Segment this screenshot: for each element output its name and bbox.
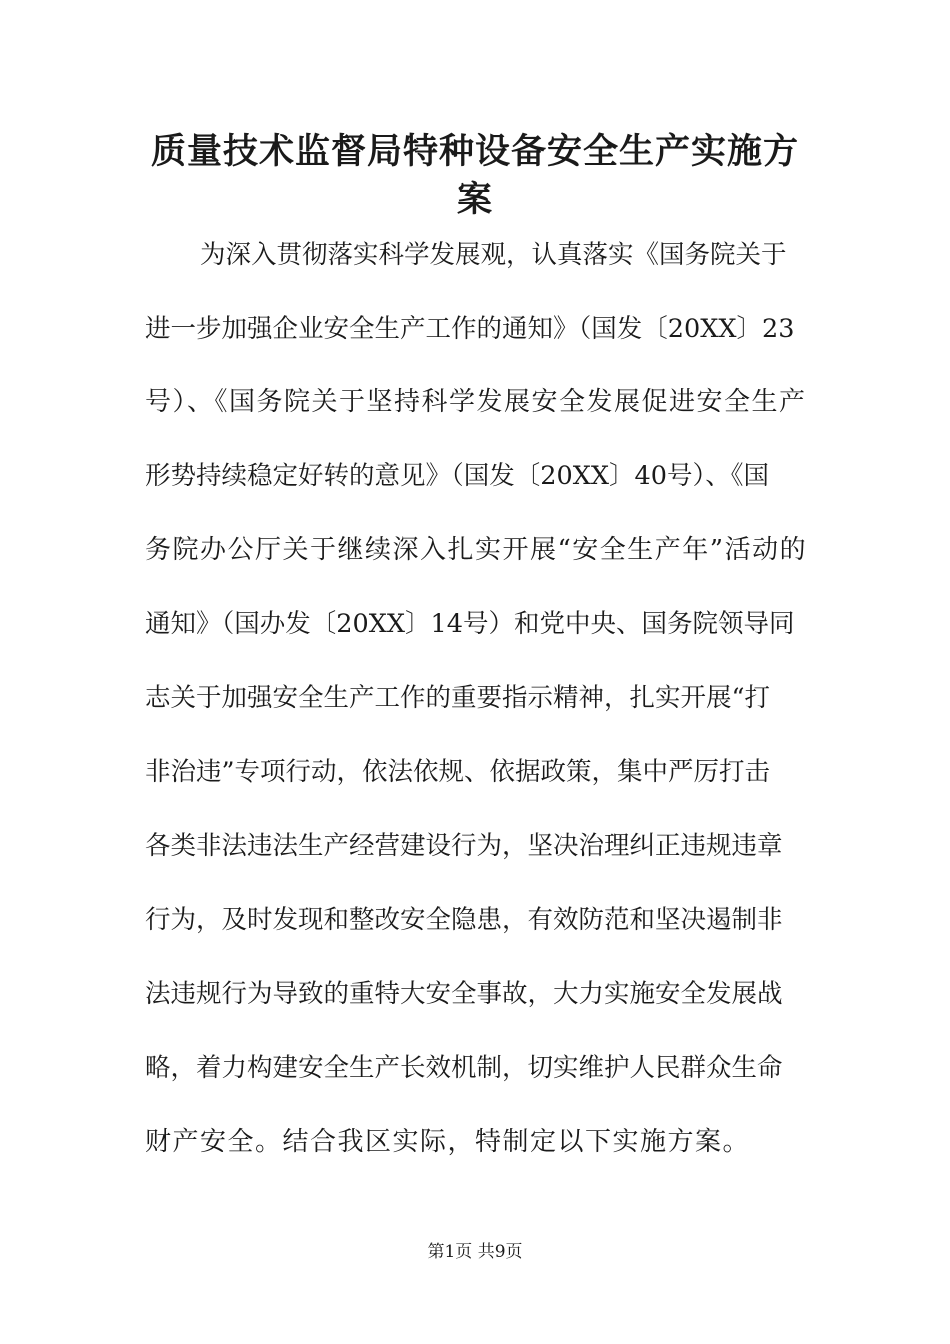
paragraph-line: 志关于加强安全生产工作的重要指示精神，扎实开展“打 [145,683,771,713]
page-number-footer: 第1页 共9页 [427,1242,523,1262]
paragraph-line: 号）、《国务院关于坚持科学发展安全发展促进安全生产 [145,387,807,417]
paragraph-line: 财产安全。结合我区实际，特制定以下实施方案。 [145,1127,751,1157]
paragraph-line: 进一步加强企业安全生产工作的通知》（国发〔20XX〕23 [145,314,795,344]
paragraph-line: 略，着力构建安全生产长效机制，切实维护人民群众生命 [145,1053,783,1083]
paragraph-line: 各类非法违法生产经营建设行为，坚决治理纠正违规违章 [145,831,783,861]
paragraph-line: 为深入贯彻落实科学发展观，认真落实《国务院关于 [200,240,787,270]
paragraph-line: 行为，及时发现和整改安全隐患，有效防范和坚决遏制非 [145,905,783,935]
paragraph-line: 非治违”专项行动，依法依规、依据政策，集中严厉打击 [145,757,771,787]
paragraph-line: 务院办公厅关于继续深入扎实开展“安全生产年”活动的 [145,535,808,565]
document-title: 质量技术监督局特种设备安全生产实施方案 [150,132,799,220]
paragraph-line: 法违规行为导致的重特大安全事故，大力实施安全发展战 [145,979,783,1009]
paragraph-line: 通知》（国办发〔20XX〕14号）和党中央、国务院领导同 [145,609,795,639]
paragraph-line: 形势持续稳定好转的意见》（国发〔20XX〕40号）、《国 [145,461,769,491]
